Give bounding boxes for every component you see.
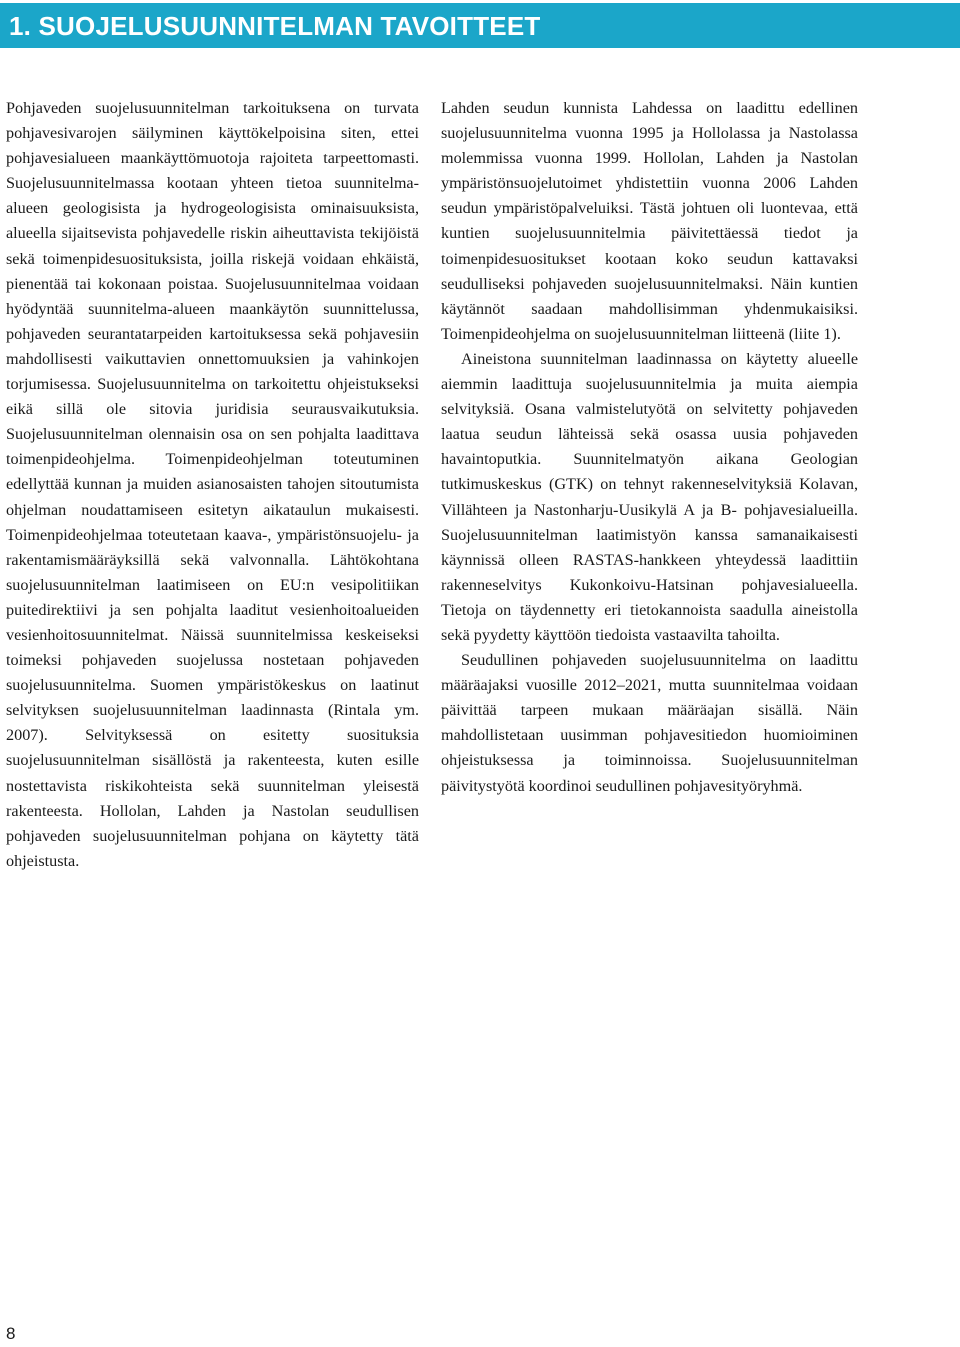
section-header-bar (0, 3, 960, 48)
body-paragraph: Aineistona suunnitelman laadinnassa on käytetty alueelle aiemmin laadittuja suojelusuunnitelmia ja muita aiempia selvityksiä. Osana valmistelutyötä on selvitetty pohjaveden laatua seudun lähteissä sekä osassa uusia pohjaveden havaintoputkia. Suunnitelmatyön aikana Geologian tutkimuskeskus (GTK) on tehnyt rakenneselvityksiä Kolavan, Villähteen ja Nastonharju-Uusikylä A ja B- pohjavesialueilla. Suojelusuunnitelman laatimistyön kanssa samanaikaisesti käynnissä olleen RASTAS-hankkeen yhteydessä laadittiin rakenneselvitys Kukonkoivu-Hatsinan pohjavesialueella. Tietoja on täydennetty eri tietokannoista saadulla aineistolla sekä pyydetty käyttöön tiedoista vastaavilta tahoilta. (441, 349, 858, 644)
body-paragraph: Pohjaveden suojelusuunnitelman tarkoituksena on turvata pohjavesivarojen säilyminen käyttökelpoisina siten, ettei pohjavesialueen maankäyttömuotoja rajoiteta tarpeettomasti. Suojelusuunnitelmassa kootaan yhteen tietoa suunnitelma-alueen geologisista ja hydrogeologisista ominaisuuksista, alueella sijaitsevista pohjavedelle riskin aiheuttavista tekijöistä sekä toimenpidesuosituksista, joilla riskejä voidaan ehkäistä, pienentää tai kokonaan poistaa. Suojelusuunnitelmaa voidaan hyödyntää suunnitelma-alueen maankäytön suunnittelussa, pohjaveden seurantatarpeiden kartoituksessa sekä pohjavesiin mahdollisesti vaikuttavien onnettomuuksien ja vahinkojen torjumisessa. Suojelusuunnitelma on tarkoitettu ohjeistukseksi eikä sillä ole sitovia juridisia seurausvaikutuksia. Suojelusuunnitelman olennaisin osa on sen pohjalta laadittava toimenpideohjelma. Toimenpideohjelman toteutuminen edellyttää kunnan ja muiden asianosaisten tahojen sitoutumista ohjelman noudattamiseen esitetyn aikataulun mukaisesti. Toimenpideohjelmaa toteutetaan kaava-, ympäristönsuojelu- ja rakentamismääräyksillä sekä valvonnalla. Lähtökohtana suojelusuunnitelman laatimiseen on EU:n vesipolitiikan puitedirektiivi ja sen pohjalta laaditut vesienhoitoalueiden vesienhoitosuunnitelmat. Näissä suunnitelmissa keskeiseksi toimeksi pohjaveden suojelussa nostetaan pohjaveden suojelusuunnitelma. Suomen ympäristökeskus on laatinut selvityksen suojelusuunnitelman laadinnasta (Rintala ym. 2007). Selvityksessä on esitetty suosituksia suojelusuunnitelman sisällöstä ja rakenteesta, kuten esille nostettavista riskikohteista sekä suunnitelman yleisestä rakenteesta. Hollolan, Lahden ja Nastolan seudullisen pohjaveden suojelusuunnitelman pohjana on käytetty tätä ohjeistusta. (6, 99, 419, 870)
body-paragraph: Lahden seudun kunnista Lahdessa on laadittu edellinen suojelusuunnitelma vuonna 1995 ja Hollolassa ja Nastolassa molemmissa vuonna 1999. Hollolan, Lahden ja Nastolan ympäristönsuojelutoimet yhdistettiin vuonna 2006 Lahden seudun ympäristöpalveluiksi. Tästä johtuen oli luontevaa, että kuntien suojelusuunnitelmia päivitettäessä tiedot ja toimenpidesuositukset kootaan koko seudun kattavaksi seudulliseksi pohjaveden suojelusuunnitelmaksi. Näin kuntien käytännöt saadaan mahdollisimman yhdenmukaisiksi. Toimenpideohjelma on suojelusuunnitelman liitteenä (liite 1). (441, 99, 858, 343)
section-title: 1. SUOJELUSUUNNITELMAN TAVOITTEET (9, 11, 541, 41)
body-paragraph: Seudullinen pohjaveden suojelusuunnitelma on laadittu määräajaksi vuosille 2012–2021, mutta suunnitelmaa voidaan päivittää tarpeen mukaan määräajan sisällä. Näin mahdollistetaan uusimman pohjavesitiedon huomioiminen ohjeistuksessa ja toiminnoissa. Suojelusuunnitelman päivitystyötä koordinoi seudullinen pohjavesityöryhmä. (441, 651, 858, 795)
left-text-column (6, 96, 419, 874)
page-number: 8 (6, 1324, 16, 1343)
right-text-column (441, 96, 858, 799)
